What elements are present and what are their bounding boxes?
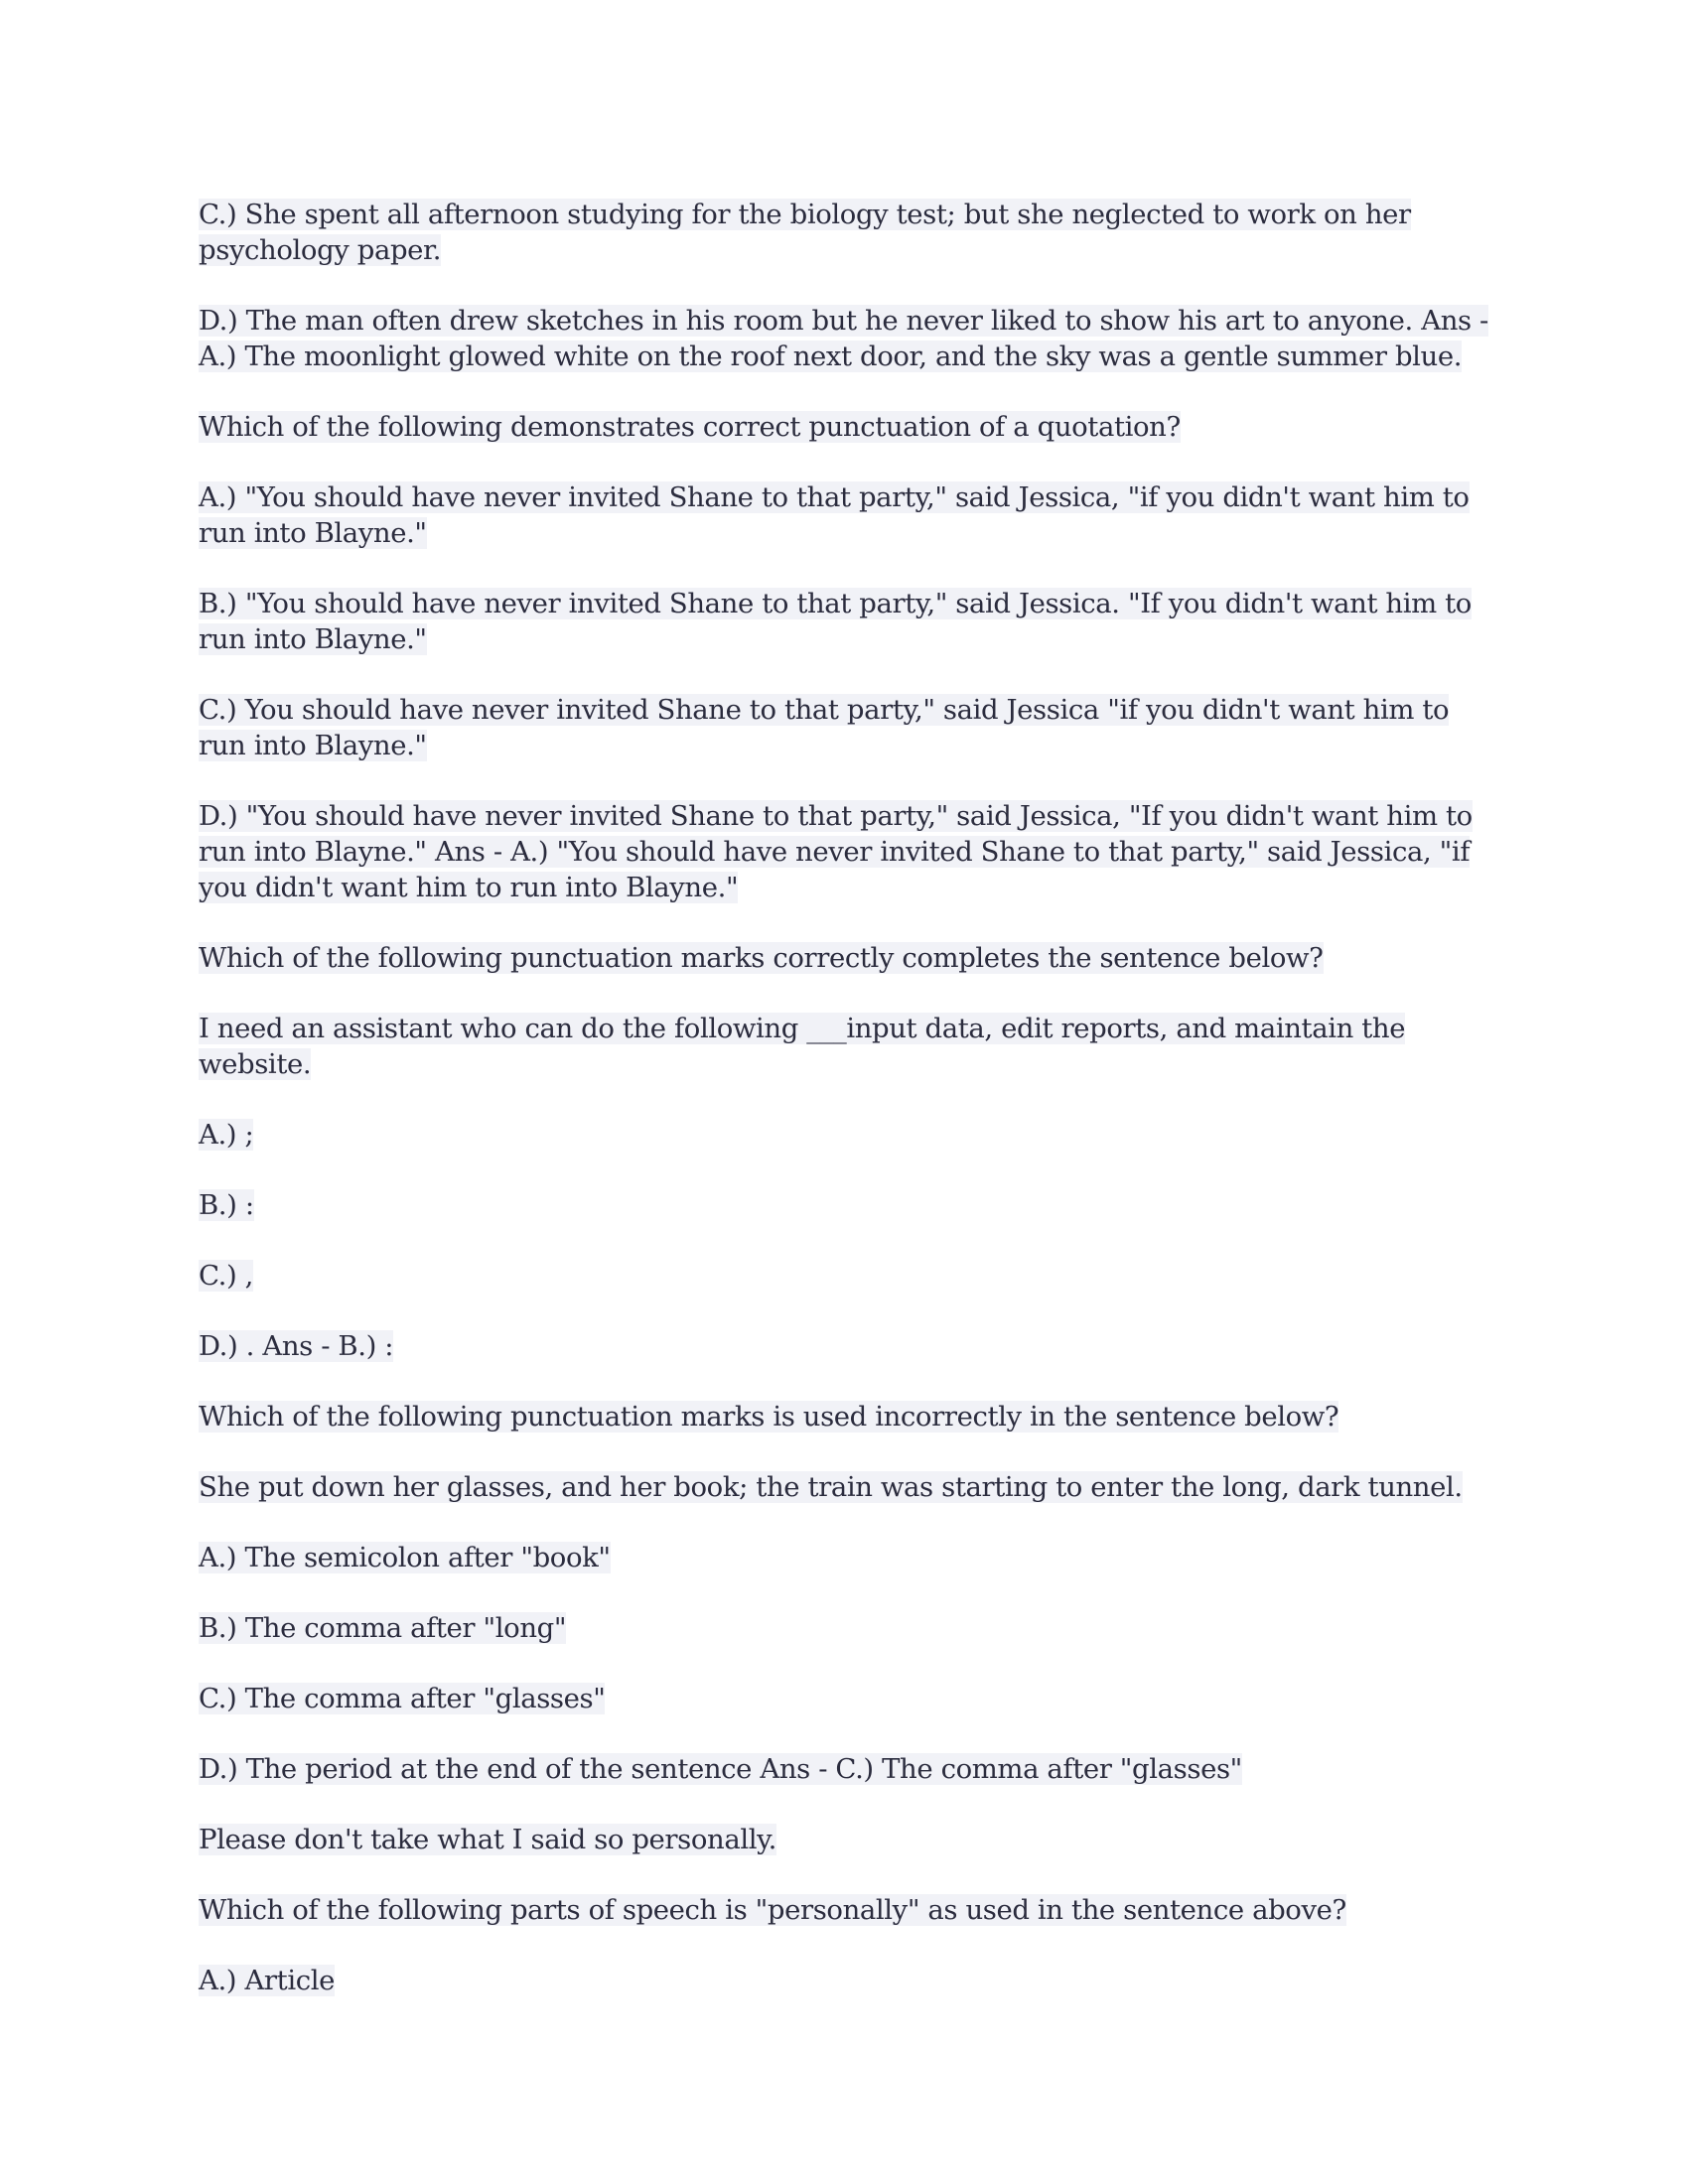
option-text: A.) ; bbox=[199, 1119, 254, 1151]
question-text: Which of the following demonstrates correct punctuation of a quotation? bbox=[199, 411, 1181, 443]
paragraph bbox=[199, 303, 1489, 374]
answer-option bbox=[199, 1681, 1489, 1716]
question bbox=[199, 1892, 1489, 1928]
question bbox=[199, 1399, 1489, 1434]
question-text: Which of the following punctuation marks is used incorrectly in the sentence below? bbox=[199, 1401, 1339, 1433]
option-text: A.) "You should have never invited Shane to that party," said Jessica, "if you didn't want him to run into Blayne." bbox=[199, 481, 1470, 549]
option-text: B.) : bbox=[199, 1189, 254, 1221]
option-text: A.) Article bbox=[199, 1965, 335, 1996]
answer-option bbox=[199, 692, 1489, 763]
option-text: D.) The period at the end of the sentence Ans - C.) The comma after "glasses" bbox=[199, 1753, 1242, 1785]
answer-option bbox=[199, 1117, 1489, 1153]
answer-option bbox=[199, 1610, 1489, 1646]
question-text: Which of the following parts of speech is "personally" as used in the sentence above? bbox=[199, 1894, 1346, 1926]
paragraph-text: C.) She spent all afternoon studying for the biology test; but she neglected to work on her psychology paper. bbox=[199, 199, 1411, 266]
answer-option bbox=[199, 798, 1489, 905]
paragraph-text: D.) The man often drew sketches in his room but he never liked to show his art to anyone. Ans - A.) The moonlight glowed white on the roof next door, and the sky was a gentle summer blue. bbox=[199, 305, 1488, 372]
question bbox=[199, 940, 1489, 976]
option-text: C.) , bbox=[199, 1260, 254, 1292]
sentence-text: Please don't take what I said so personally. bbox=[199, 1824, 776, 1855]
answer-option bbox=[199, 1751, 1489, 1787]
example-sentence bbox=[199, 1011, 1489, 1082]
option-text: C.) You should have never invited Shane to that party," said Jessica "if you didn't want him to run into Blayne." bbox=[199, 694, 1450, 761]
question-text: Which of the following punctuation marks correctly completes the sentence below? bbox=[199, 942, 1324, 974]
answer-option bbox=[199, 1187, 1489, 1223]
answer-option bbox=[199, 479, 1489, 551]
document-page bbox=[199, 197, 1489, 2033]
answer-option bbox=[199, 586, 1489, 657]
option-text: D.) . Ans - B.) : bbox=[199, 1330, 394, 1362]
example-sentence bbox=[199, 1822, 1489, 1857]
option-text: B.) The comma after "long" bbox=[199, 1612, 567, 1644]
option-text: D.) "You should have never invited Shane to that party," said Jessica, "If you didn't want him to run into Blayne." Ans - A.) "You should have never invited Shane to that party," said Jessica, "if you didn't want him to run into Blayne." bbox=[199, 800, 1473, 903]
sentence-text: I need an assistant who can do the following ___input data, edit reports, and maintain the website. bbox=[199, 1013, 1406, 1080]
paragraph bbox=[199, 197, 1489, 268]
question bbox=[199, 409, 1489, 445]
answer-option bbox=[199, 1258, 1489, 1294]
answer-option bbox=[199, 1328, 1489, 1364]
example-sentence bbox=[199, 1469, 1489, 1505]
option-text: C.) The comma after "glasses" bbox=[199, 1683, 606, 1714]
answer-option bbox=[199, 1963, 1489, 1998]
option-text: B.) "You should have never invited Shane to that party," said Jessica. "If you didn't want him to run into Blayne." bbox=[199, 588, 1472, 655]
option-text: A.) The semicolon after "book" bbox=[199, 1542, 611, 1573]
answer-option bbox=[199, 1540, 1489, 1575]
sentence-text: She put down her glasses, and her book; the train was starting to enter the long, dark tunnel. bbox=[199, 1471, 1463, 1503]
